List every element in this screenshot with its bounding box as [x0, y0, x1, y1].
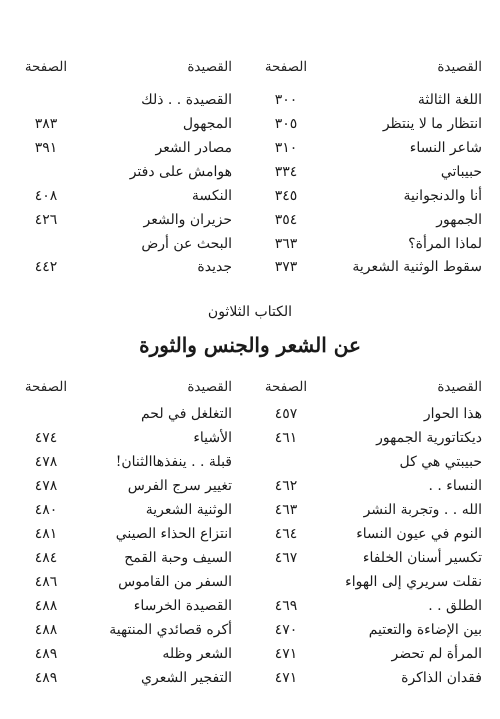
- toc2-row: [22, 547, 482, 569]
- poem-title: جديدة: [197, 259, 232, 275]
- toc2-row: [22, 451, 482, 473]
- poem-title: فقدان الذاكرة: [401, 670, 482, 686]
- poem-title: أنا والدنجوانية: [403, 188, 482, 204]
- poem-title: المجهول: [182, 116, 232, 132]
- toc1-header-title-left: القصيدة: [187, 59, 232, 75]
- page-number: ٣٨٣: [34, 116, 58, 132]
- page-number: ٤٨٦: [34, 574, 58, 590]
- poem-title: التفجير الشعري: [141, 670, 232, 686]
- toc1-row: [22, 233, 482, 255]
- page-number: ٣٦٣: [274, 236, 298, 252]
- toc1-row: [22, 113, 482, 135]
- toc2-row: [22, 523, 482, 545]
- poem-title: الأشياء: [193, 430, 232, 446]
- poem-title: تغيير سرج الفرس: [127, 478, 232, 494]
- page-number: ٣٩١: [34, 140, 58, 156]
- poem-title: القصيدة . . ذلك: [141, 92, 232, 108]
- page-number: ٤٨٤: [34, 550, 58, 566]
- poem-title: هوامش على دفتر: [129, 164, 232, 180]
- page-number: ٤٧٨: [34, 454, 58, 470]
- poem-title: انتظار ما لا ينتظر: [382, 116, 482, 132]
- poem-title: قبلة . . ينفذهاالثنان!: [115, 454, 232, 470]
- poem-title: تكسير أسنان الخلفاء: [362, 550, 482, 566]
- page-number: ٤٨٨: [34, 598, 58, 614]
- page-number: ٤٢٦: [34, 212, 58, 228]
- page-number: ٤٨٩: [34, 670, 58, 686]
- poem-title: لماذا المرأة؟: [408, 236, 482, 252]
- toc2-header-row: [22, 376, 482, 398]
- page-number: ٣٠٠: [274, 92, 298, 108]
- page-number: ٤٧٤: [34, 430, 58, 446]
- poem-title: الله . . وتجربة النشر: [363, 502, 482, 518]
- toc2-row: [22, 499, 482, 521]
- page-number: ٤٧١: [274, 646, 298, 662]
- poem-title: هذا الحوار: [423, 406, 482, 422]
- toc2-row: [22, 403, 482, 425]
- poem-title: الشعر وظله: [162, 646, 232, 662]
- poem-title: المرأة لم تحضر: [391, 646, 482, 662]
- toc1-header-row: [22, 56, 482, 78]
- page-number: ٤٧٠: [274, 622, 298, 638]
- toc2-row: [22, 475, 482, 497]
- poem-title: انتزاع الحذاء الصيني: [115, 526, 232, 542]
- page-number: ٣٠٥: [274, 116, 298, 132]
- toc1-header-page-left: الصفحة: [24, 59, 68, 75]
- poem-title: النساء . .: [428, 478, 482, 494]
- page-number: ٤٠٨: [34, 188, 58, 204]
- poem-title: الوثنية الشعرية: [145, 502, 232, 518]
- toc1-row: [22, 185, 482, 207]
- poem-title: السفر من القاموس: [118, 574, 232, 590]
- poem-title: ديكتاتورية الجمهور: [376, 430, 482, 446]
- toc1-row: [22, 89, 482, 111]
- page-number: ٤٤٢: [34, 259, 58, 275]
- toc1-header-page-right: الصفحة: [264, 59, 308, 75]
- page-number: ٤٦٩: [274, 598, 298, 614]
- page-number: ٤٥٧: [274, 406, 298, 422]
- poem-title: القصيدة الخرساء: [133, 598, 232, 614]
- poem-title: مصادر الشعر: [155, 140, 232, 156]
- poem-title: البحث عن أرض: [141, 236, 232, 252]
- book-title: عن الشعر والجنس والثورة: [139, 333, 361, 357]
- toc1-row: [22, 161, 482, 183]
- toc1-header-title-right: القصيدة: [437, 59, 482, 75]
- toc2-row: [22, 619, 482, 641]
- book-label: الكتاب الثلاثون: [207, 304, 293, 320]
- poem-title: بين الإضاءة والتعتيم: [368, 622, 482, 638]
- toc2-row: [22, 667, 482, 689]
- page-number: ٤٨٠: [34, 502, 58, 518]
- poem-title: الجمهور: [436, 212, 482, 228]
- toc2-header-page-right: الصفحة: [264, 379, 308, 395]
- poem-title: النوم في عيون النساء: [356, 526, 482, 542]
- poem-title: حزيران والشعر: [143, 212, 232, 228]
- page-number: ٤٨٩: [34, 646, 58, 662]
- poem-title: حبيباتي: [440, 164, 482, 180]
- page-number: ٤٦٢: [274, 478, 298, 494]
- toc2-header-page-left: الصفحة: [24, 379, 68, 395]
- toc1-row: [22, 209, 482, 231]
- poem-title: اللغة الثالثة: [417, 92, 482, 108]
- toc2-row: [22, 571, 482, 593]
- poem-title: الطلق . .: [428, 598, 482, 614]
- toc2-header-title-left: القصيدة: [187, 379, 232, 395]
- toc2-header-title-right: القصيدة: [437, 379, 482, 395]
- poem-title: أكره قصائدي المنتهية: [109, 622, 232, 638]
- toc1-row: [22, 137, 482, 159]
- poem-title: نقلت سريري إلى الهواء: [345, 574, 482, 590]
- toc2-row: [22, 643, 482, 665]
- toc2-row: [22, 595, 482, 617]
- page-number: ٤٧١: [274, 670, 298, 686]
- page-number: ٣١٠: [274, 140, 298, 156]
- page-number: ٣٧٣: [274, 259, 298, 275]
- page-number: ٤٦١: [274, 430, 298, 446]
- page-number: ٤٨١: [34, 526, 58, 542]
- page-number: ٣٥٤: [274, 212, 298, 228]
- page-number: ٤٦٤: [274, 526, 298, 542]
- toc1-row: [22, 256, 482, 278]
- page-number: ٣٣٤: [274, 164, 298, 180]
- poem-title: التغلغل في لحم: [140, 406, 232, 422]
- poem-title: السيف وحبة القمح: [124, 550, 232, 566]
- poem-title: حبيبتي هي كل: [399, 454, 482, 470]
- page-number: ٤٧٨: [34, 478, 58, 494]
- poem-title: سقوط الوثنية الشعرية: [352, 259, 482, 275]
- page-number: ٤٦٧: [274, 550, 298, 566]
- toc2-row: [22, 427, 482, 449]
- poem-title: النكسة: [191, 188, 232, 204]
- poem-title: شاعر النساء: [409, 140, 482, 156]
- page-number: ٤٦٣: [274, 502, 298, 518]
- page-number: ٣٤٥: [274, 188, 298, 204]
- page-number: ٤٨٨: [34, 622, 58, 638]
